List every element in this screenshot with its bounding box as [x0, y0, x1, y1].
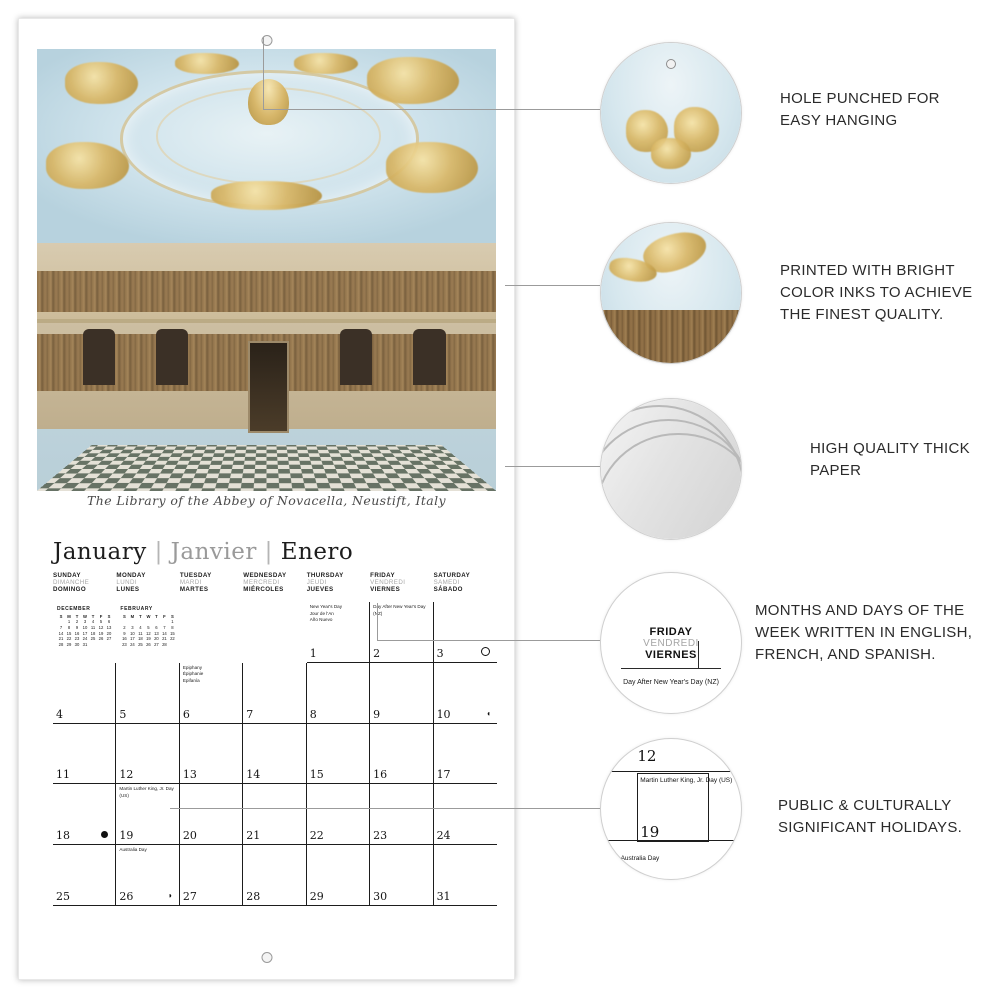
mini-month-day: 7	[163, 625, 166, 631]
leader-line-vertical-hole	[263, 37, 264, 109]
calendar-day-number: 13	[182, 768, 197, 782]
calendar-day-events	[310, 604, 366, 624]
calendar-cell	[243, 845, 306, 906]
mini-month-day: 13	[154, 630, 159, 636]
mini-month-weekday: W	[146, 613, 151, 619]
calendar-day-events	[119, 847, 175, 854]
month-title-separator-1: |	[154, 539, 163, 565]
chandelier-icon	[248, 79, 289, 126]
mini-month-day: 28	[162, 642, 167, 648]
calendar-event: Epifanía	[182, 678, 200, 684]
calendar-day-number: 17	[436, 768, 451, 782]
mini-month-day: 25	[138, 642, 143, 648]
bubble-weekday-en: FRIDAY	[649, 625, 693, 638]
mini-month-day: 25	[90, 636, 96, 642]
weekday-es: SÁBADO	[433, 586, 463, 593]
calendar-day-number: 28	[246, 890, 261, 904]
callout-label-hole: HOLE PUNCHED FOR EASY HANGING	[780, 90, 940, 129]
doorway	[248, 341, 289, 433]
bookshelf-row	[601, 310, 741, 363]
mini-month-day: 29	[66, 642, 72, 648]
leader-line-holidays	[170, 808, 600, 809]
calendar-cell-empty	[53, 906, 116, 967]
mini-month-day: 19	[146, 636, 151, 642]
bubble-weekday-fr: VENDREDI	[643, 637, 699, 649]
calendar-event: Australia Day	[119, 847, 147, 853]
callout-bubble-inks	[600, 222, 742, 364]
calendar-day-number: 25	[56, 890, 70, 904]
bubble-cell-divider	[621, 668, 722, 669]
mini-month-december	[57, 606, 113, 648]
cover-photo	[37, 49, 496, 491]
mini-month-day: 27	[154, 642, 159, 648]
calendar-day-number: 29	[309, 890, 324, 904]
mini-month-day: 31	[82, 642, 88, 648]
calendar-cell	[307, 602, 370, 663]
calendar-day-number: 20	[182, 829, 197, 843]
mini-month-day: 24	[130, 642, 135, 648]
calendar-day-events	[183, 665, 239, 685]
mini-month-day: 21	[162, 636, 167, 642]
bubble-weekday-sample	[601, 573, 741, 713]
callout-bubble-paper	[600, 398, 742, 540]
hole-punch-icon	[666, 59, 676, 69]
leader-line-vertical-languages	[377, 603, 378, 640]
calendar-cell	[180, 663, 243, 724]
bubble-event-bottom: Australia Day	[620, 855, 660, 863]
calendar-day-number: 7	[246, 707, 254, 721]
mini-month-day: 17	[82, 630, 88, 636]
weekday-es: LUNES	[116, 586, 140, 593]
callout-bubble-holidays	[600, 738, 742, 880]
mini-month-day: 17	[130, 636, 135, 642]
calendar-cell	[370, 663, 433, 724]
mini-month-day: 19	[98, 630, 104, 636]
calendar-day-events	[119, 786, 175, 799]
weekday-es: MARTES	[179, 586, 209, 593]
mini-month-day: 27	[106, 636, 112, 642]
mini-month-weekday: F	[99, 613, 103, 619]
gold-ornament	[211, 181, 321, 211]
calendar-cell-empty	[180, 906, 243, 967]
calendar-cell	[307, 845, 370, 906]
weekday-es: JUEVES	[306, 586, 334, 593]
calendar-day-number: 11	[56, 768, 70, 782]
mini-month-day: 15	[170, 630, 175, 636]
calendar-event: Año Nuevo	[309, 617, 333, 623]
gold-ornament	[46, 142, 129, 189]
mini-month-weekday: S	[123, 613, 126, 619]
ceiling-fresco	[37, 49, 496, 261]
weekday-fr: LUNDI	[116, 579, 137, 586]
calendar-cell	[434, 845, 497, 906]
weekday-fr: DIMANCHE	[53, 579, 90, 586]
mini-month-weekday: T	[91, 613, 95, 619]
calendar-day-number: 5	[119, 707, 127, 721]
calendar-cell	[243, 784, 306, 845]
calendar-cell	[307, 784, 370, 845]
mini-month-day: 30	[74, 642, 80, 648]
callout-label-inks: PRINTED WITH BRIGHT COLOR INKS TO ACHIEVE THE FINEST QUALITY.	[780, 262, 973, 323]
mini-month-day	[105, 642, 113, 648]
calendar-cell-empty	[116, 602, 179, 663]
mini-month-day: 8	[67, 625, 71, 631]
mini-month-day: 3	[131, 625, 134, 631]
calendar-grid	[53, 602, 497, 967]
mini-month-day: 12	[98, 625, 104, 631]
mini-month-day: 23	[122, 642, 127, 648]
weekday-fr: MERCREDI	[243, 579, 280, 586]
month-title-es: Enero	[280, 539, 354, 565]
mini-month-weekday: T	[155, 613, 158, 619]
calendar-day-events	[373, 604, 429, 617]
mini-month-day: 28	[58, 642, 64, 648]
calendar-day-number: 31	[436, 890, 451, 904]
mini-month-day: 22	[170, 636, 175, 642]
mini-month-day: 18	[90, 630, 96, 636]
mini-month-weekday: M	[130, 613, 135, 619]
arch-recess	[83, 329, 115, 384]
mini-month-day: 7	[59, 625, 63, 631]
calendar-day-number: 4	[56, 707, 63, 721]
mini-month-title: FEBRUARY	[120, 606, 153, 612]
calendar-day-number: 3	[436, 646, 444, 660]
calendar-day-number: 1	[309, 646, 317, 660]
weekday-header-wednesday	[243, 572, 306, 593]
calendar-cell	[116, 784, 179, 845]
calendar-day-number: 9	[373, 707, 381, 721]
calendar-event: Martin Luther King, Jr. Day (US)	[119, 786, 174, 799]
mini-month-day: 3	[83, 619, 87, 625]
mini-month-day: 9	[123, 630, 126, 636]
calendar-day-number: 8	[309, 707, 317, 721]
weekday-fr: VENDREDI	[370, 579, 406, 586]
weekday-header-saturday	[434, 572, 497, 593]
mini-month-day: 10	[130, 630, 135, 636]
moon-phase-icon	[101, 831, 108, 838]
mini-month-title: DECEMBER	[57, 606, 91, 612]
calendar-event: Épiphanie	[182, 671, 204, 677]
calendar-cell	[180, 845, 243, 906]
weekday-en: SUNDAY	[53, 572, 81, 579]
mini-month-day: 2	[123, 625, 126, 631]
mini-month-weekday: F	[163, 613, 166, 619]
moon-phase-icon	[481, 647, 490, 656]
bubble-day-number-top: 12	[637, 747, 657, 766]
calendar-cell	[243, 663, 306, 724]
calendar-cell	[370, 845, 433, 906]
calendar-cell-empty	[434, 906, 497, 967]
mini-month-day: 14	[162, 630, 167, 636]
bookshelf-row	[37, 271, 496, 312]
calendar-cell	[53, 845, 116, 906]
calendar-day-number: 19	[119, 829, 134, 843]
calendar-cell	[53, 663, 116, 724]
leader-line-inks	[505, 285, 600, 286]
weekday-en: WEDNESDAY	[243, 572, 287, 579]
calendar-cell	[116, 663, 179, 724]
mini-month-day: 1	[67, 619, 71, 625]
weekday-header-sunday	[53, 572, 116, 593]
mini-month-day	[168, 642, 176, 648]
mini-month-day: 1	[171, 619, 174, 625]
arch-recess	[340, 329, 372, 384]
month-title	[53, 539, 353, 565]
mini-month-day: 18	[138, 636, 143, 642]
calendar-page	[18, 18, 515, 980]
photo-caption: The Library of the Abbey of Novacella, Neustift, Italy	[87, 493, 446, 508]
calendar-day-number: 26	[119, 890, 134, 904]
gold-ornament	[386, 142, 478, 193]
bubble-weekday-es: VIERNES	[645, 648, 697, 661]
bubble-event-top: Martin Luther King, Jr. Day (US)	[640, 776, 733, 784]
calendar-day-number: 23	[373, 829, 388, 843]
mini-month-weekday: S	[107, 613, 111, 619]
calendar-day-number: 27	[182, 890, 197, 904]
moon-phase-icon: ◗	[168, 891, 173, 901]
calendar-cell	[370, 724, 433, 785]
mini-month-day: 5	[147, 625, 150, 631]
mini-month-day: 26	[146, 642, 151, 648]
calendar-cell-empty	[370, 906, 433, 967]
mini-month-february	[120, 606, 176, 648]
mini-month-day: 21	[58, 636, 64, 642]
mini-month-day: 9	[75, 625, 79, 631]
mini-month-day: 4	[91, 619, 95, 625]
weekday-es: DOMINGO	[53, 586, 87, 593]
month-title-en: January	[53, 539, 147, 565]
checkered-floor	[37, 445, 496, 491]
bubble-cell-divider-vertical	[698, 641, 699, 669]
calendar-cell	[307, 724, 370, 785]
calendar-cell	[116, 724, 179, 785]
calendar-cell	[53, 724, 116, 785]
calendar-day-number: 18	[56, 829, 70, 843]
mini-month-weekday: T	[75, 613, 79, 619]
gold-ornament	[65, 62, 138, 104]
bubble-day-number-mid: 19	[640, 823, 660, 841]
callout-label-paper: HIGH QUALITY THICK PAPER	[810, 440, 970, 479]
calendar-cell-empty	[243, 602, 306, 663]
callout-bubble-hole	[600, 42, 742, 184]
calendar-cell	[434, 784, 497, 845]
mini-month-day: 16	[122, 636, 127, 642]
gold-ornament	[651, 138, 690, 169]
calendar-cell-empty	[53, 602, 116, 663]
weekday-es: MIÉRCOLES	[243, 586, 284, 593]
weekday-fr: MARDI	[179, 579, 202, 586]
weekday-header-row	[53, 572, 497, 593]
leader-line-paper	[505, 466, 600, 467]
calendar-cell-empty	[243, 906, 306, 967]
weekday-header-thursday	[307, 572, 370, 593]
calendar-cell-empty	[180, 602, 243, 663]
weekday-en: TUESDAY	[179, 572, 212, 579]
calendar-day-number: 2	[373, 646, 381, 660]
mini-month-day: 20	[154, 636, 159, 642]
calendar-cell	[53, 784, 116, 845]
callout-bubble-languages	[600, 572, 742, 714]
calendar-event: New Year's Day	[309, 604, 342, 609]
callout-label-holidays: PUBLIC & CULTURALLY SIGNIFICANT HOLIDAYS.	[778, 797, 963, 836]
calendar-day-number: 14	[246, 768, 261, 782]
weekday-fr: SAMEDI	[433, 579, 460, 586]
mini-month-day: 20	[106, 630, 112, 636]
mini-month-weekday: W	[83, 613, 87, 619]
leader-line-hole	[263, 109, 600, 110]
mini-month-day	[89, 642, 97, 648]
calendar-cell-empty	[116, 906, 179, 967]
mini-month-day: 2	[75, 619, 79, 625]
calendar-cell-empty	[307, 906, 370, 967]
mini-month-day: 6	[155, 625, 158, 631]
calendar-day-number: 16	[373, 768, 388, 782]
month-title-fr: Janvier	[170, 539, 257, 565]
mini-month-weekday: T	[139, 613, 142, 619]
calendar-cell	[307, 663, 370, 724]
calendar-cell	[434, 663, 497, 724]
calendar-event: Day After New Year's Day (NZ)	[373, 604, 426, 616]
mini-month-day: 26	[98, 636, 104, 642]
calendar-cell	[116, 845, 179, 906]
calendar-cell	[180, 784, 243, 845]
calendar-event: Epiphany	[182, 664, 202, 670]
calendar-event: Jour de l'An	[309, 610, 334, 616]
bubble-event-note: Day After New Year's Day (NZ)	[623, 678, 719, 686]
arch-recess	[156, 329, 188, 384]
mini-month-day: 12	[146, 630, 151, 636]
mini-month-day: 24	[82, 636, 88, 642]
mini-month-day: 16	[74, 630, 80, 636]
weekday-en: FRIDAY	[370, 572, 396, 579]
mini-month-day: 4	[139, 625, 142, 631]
calendar-day-number: 6	[182, 707, 190, 721]
bubble-grid-sample	[601, 739, 741, 879]
mini-month-weekday: M	[67, 613, 71, 619]
leader-line-languages	[377, 640, 600, 641]
calendar-cell	[370, 784, 433, 845]
calendar-day-number: 22	[309, 829, 324, 843]
mini-month-day: 5	[99, 619, 103, 625]
month-title-separator-2: |	[264, 539, 273, 565]
calendar-day-number: 24	[436, 829, 451, 843]
calendar-day-number: 15	[309, 768, 324, 782]
mini-month-day: 10	[82, 625, 88, 631]
calendar-day-number: 30	[373, 890, 388, 904]
calendar-cell	[243, 724, 306, 785]
mini-month-day: 13	[106, 625, 112, 631]
mini-month-day: 11	[90, 625, 96, 631]
weekday-header-monday	[116, 572, 179, 593]
mini-month-day: 22	[66, 636, 72, 642]
mini-month-day: 14	[58, 630, 64, 636]
gold-ornament	[294, 53, 358, 74]
weekday-en: SATURDAY	[433, 572, 471, 579]
weekday-header-friday	[370, 572, 433, 593]
mini-month-weekday: S	[59, 613, 63, 619]
weekday-en: THURSDAY	[306, 572, 344, 579]
weekday-en: MONDAY	[116, 572, 146, 579]
mini-month-day: 23	[74, 636, 80, 642]
mini-month-day: 8	[171, 625, 174, 631]
weekday-fr: JEUDI	[306, 579, 327, 586]
calendar-cell	[434, 724, 497, 785]
weekday-es: VIERNES	[370, 586, 401, 593]
calendar-day-number: 21	[246, 829, 261, 843]
mini-month-weekday: S	[171, 613, 174, 619]
mini-month-day: 11	[138, 630, 143, 636]
calendar-cell	[434, 602, 497, 663]
weekday-header-tuesday	[180, 572, 243, 593]
calendar-day-number: 10	[436, 707, 451, 721]
gold-ornament	[367, 57, 459, 104]
mini-month-day: 15	[66, 630, 72, 636]
moon-phase-icon: ◖	[486, 708, 491, 718]
gold-ornament	[175, 53, 239, 74]
calendar-cell	[370, 602, 433, 663]
mini-month-day	[97, 642, 105, 648]
mini-month-day: 6	[107, 619, 111, 625]
arch-recess	[413, 329, 445, 384]
calendar-day-number: 12	[119, 768, 134, 782]
callout-label-languages: MONTHS AND DAYS OF THE WEEK WRITTEN IN ENGLISH, FRENCH, AND SPANISH.	[755, 602, 973, 663]
calendar-cell	[180, 724, 243, 785]
